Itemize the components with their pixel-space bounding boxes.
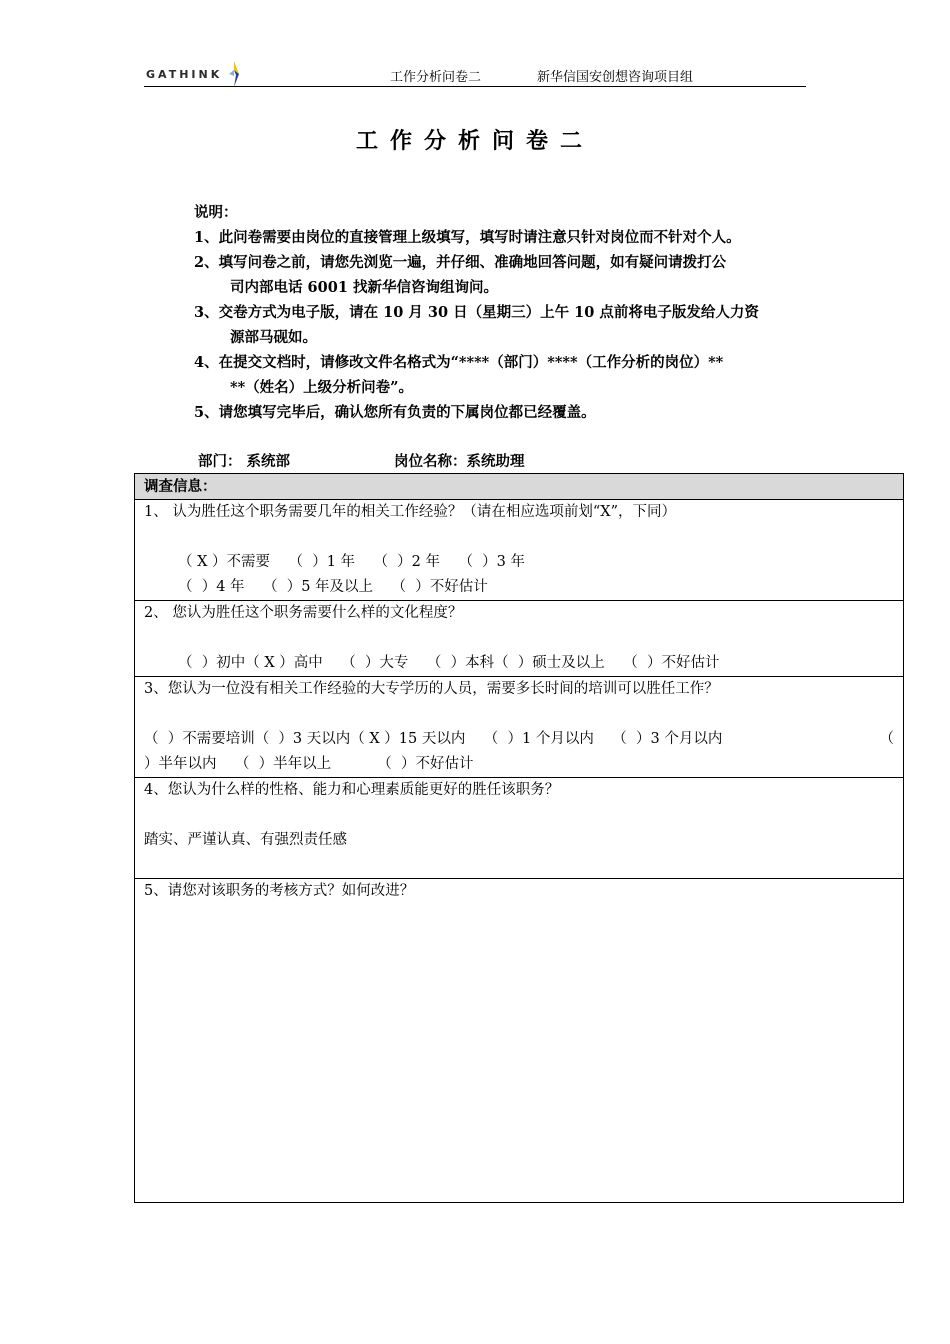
question-2-text: 2、 您认为胜任这个职务需要什么样的文化程度？	[144, 605, 463, 621]
header-organization: 新华信国安创想咨询项目组	[537, 70, 694, 85]
question-3-text: 3、您认为一位没有相关工作经验的大专学历的人员，需要多长时间的培训可以胜任工作？	[144, 681, 719, 697]
survey-heading: 调查信息：	[135, 474, 904, 500]
question-2-options[interactable]: （ ）初中（ X ）高中 （ ）大专 （ ）本科（ ）硕士及以上 （ ）不好估计	[178, 655, 720, 671]
instruction-line: 司内部电话 6001 找新华信咨询组询问。	[230, 279, 498, 296]
header-document-name: 工作分析问卷二	[390, 70, 482, 85]
logo-mark-icon	[226, 61, 242, 87]
question-4-cell	[135, 778, 904, 879]
question-4-answer[interactable]: 踏实、严谨认真、有强烈责任感	[144, 832, 347, 848]
position-label: 岗位名称：系统助理	[394, 453, 525, 470]
instruction-line: 2、填写问卷之前，请您先浏览一遍，并仔细、准确地回答问题，如有疑问请拨打公	[194, 254, 727, 271]
question-3-options[interactable]	[144, 727, 894, 752]
instruction-line: **（姓名）上级分析问卷”。	[230, 379, 414, 396]
question-1-options[interactable]: （ X ）不需要 （ ）1 年 （ ）2 年 （ ）3 年	[178, 554, 526, 570]
survey-table	[134, 473, 904, 1203]
instruction-line: 源部马砚如。	[230, 329, 317, 346]
question-1-cell	[135, 500, 904, 601]
instruction-line: 5、请您填写完毕后，确认您所有负责的下属岗位都已经覆盖。	[194, 404, 596, 421]
logo-text: GATHINK	[146, 67, 223, 81]
question-3-options-row1[interactable]: （ ）不需要培训（ ）3 天以内（ X ）15 天以内 （ ）1 个月以内 （ ）3 个月以内	[144, 731, 723, 747]
question-5-cell[interactable]	[135, 879, 904, 1203]
gathink-logo	[146, 62, 242, 86]
instructions	[194, 200, 824, 425]
instruction-line: 4、在提交文档时，请修改文件名格式为“****（部门）****（工作分析的岗位）**	[194, 354, 724, 371]
question-4-text: 4、您认为什么样的性格、能力和心理素质能更好的胜任该职务？	[144, 782, 560, 798]
question-1-text: 1、 认为胜任这个职务需要几年的相关工作经验？（请在相应选项前划“X”，下同）	[144, 504, 676, 520]
instruction-line: 3、交卷方式为电子版，请在 10 月 30 日（星期三）上午 10 点前将电子版发给人力资	[194, 304, 759, 321]
page-title: 工作分析问卷二	[355, 128, 594, 154]
question-5-text: 5、请您对该职务的考核方式？如何改进？	[144, 883, 415, 899]
department-label: 部门： 系统部	[198, 453, 291, 470]
question-3-cell	[135, 677, 904, 778]
instructions-heading: 说明：	[194, 204, 238, 221]
question-2-cell	[135, 601, 904, 677]
question-3-options-row1-tail: （	[879, 731, 894, 747]
page-header	[144, 58, 806, 87]
instruction-line: 1、此问卷需要由岗位的直接管理上级填写，填写时请注意只针对岗位而不针对个人。	[194, 229, 741, 246]
question-3-options-row2[interactable]: ）半年以内 （ ）半年以上 （ ）不好估计	[144, 756, 474, 772]
question-1-options[interactable]: （ ）4 年 （ ）5 年及以上 （ ）不好估计	[178, 579, 488, 595]
